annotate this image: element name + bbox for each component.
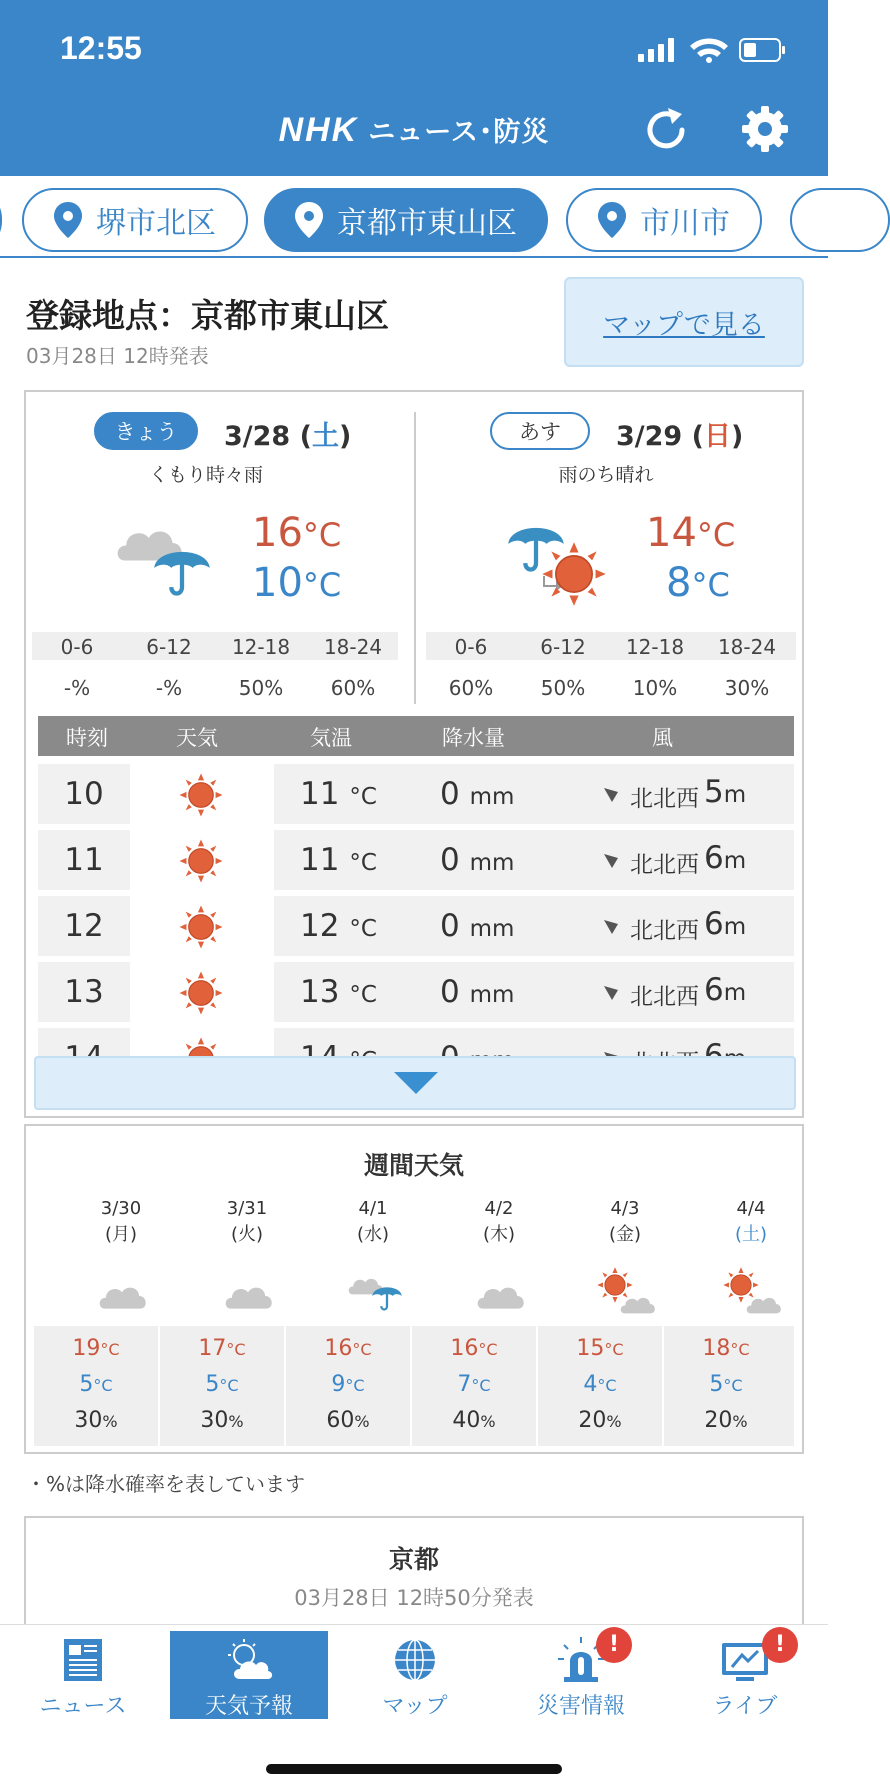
weekly-date: 4/1 (358, 1198, 388, 1219)
weekly-low: 5°C (205, 1372, 239, 1397)
sun-icon (178, 970, 224, 1016)
period-label: 6-12 (540, 635, 586, 659)
weekly-temps (34, 1326, 158, 1446)
weekly-pop: 20% (578, 1408, 622, 1433)
app-title (0, 110, 828, 150)
view-map-button[interactable]: マップで見る (564, 277, 804, 367)
prefecture-forecast-card[interactable] (24, 1516, 804, 1636)
period-label: 18-24 (323, 635, 383, 659)
weekly-low: 7°C (457, 1372, 491, 1397)
today-pop: -% (63, 676, 91, 700)
weekly-date: 4/4 (736, 1198, 766, 1219)
temp-cell: 13 °C (300, 974, 377, 1010)
weekly-low: 4°C (583, 1372, 617, 1397)
wind-direction-icon (604, 920, 618, 934)
weekly-pop: 30% (74, 1408, 118, 1433)
rain-cell: 0 mm (440, 776, 515, 812)
wind-direction-icon (604, 854, 618, 868)
cloud-icon (222, 1274, 276, 1318)
newspaper-icon (58, 1637, 108, 1683)
col-wind: 風 (652, 726, 673, 750)
weekly-date: 4/2 (484, 1198, 514, 1219)
table-row (38, 830, 794, 890)
weekly-title: 週間天気 (363, 1151, 464, 1180)
location-tab-ichikawa[interactable] (566, 188, 762, 252)
weekly-high: 16°C (324, 1336, 372, 1361)
temp-cell: 11 °C (300, 842, 377, 878)
col-temp: 気温 (310, 726, 352, 750)
wind-speed-cell: 6m (704, 840, 747, 876)
wind-dir-cell: 北北西 (630, 852, 699, 878)
table-row (38, 896, 794, 956)
weekly-high: 19°C (72, 1336, 120, 1361)
weekly-day (436, 1196, 562, 1248)
rain-cell: 0 mm (440, 842, 515, 878)
today-pop: -% (155, 676, 183, 700)
weekly-dow: (木) (482, 1224, 516, 1245)
col-rain: 降水量 (442, 726, 505, 750)
nav-label: ライブ (712, 1694, 778, 1719)
pop-note: ・%は降水確率を表しています (26, 1472, 306, 1496)
table-row (38, 764, 794, 824)
cloud-icon (618, 1290, 658, 1318)
weekly-low: 9°C (331, 1372, 365, 1397)
live-alert-badge: ! (762, 1627, 798, 1663)
weekly-day (310, 1196, 436, 1248)
temp-cell: 11 °C (300, 776, 377, 812)
rain-cell: 0 mm (440, 908, 515, 944)
weekly-high: 17°C (198, 1336, 246, 1361)
location-tab-offscreen-right[interactable] (790, 188, 890, 252)
tomorrow-pop: 30% (724, 676, 770, 700)
cloud-icon (474, 1274, 528, 1318)
hourly-table-header (38, 716, 794, 756)
sun-icon (540, 540, 608, 608)
location-tabs (0, 176, 828, 258)
location-tab-kyoto[interactable] (264, 188, 548, 252)
period-label: 18-24 (717, 635, 777, 659)
hour-cell: 11 (38, 830, 130, 890)
today-date: 3/28 (土) (224, 421, 352, 452)
tomorrow-tag: あす (490, 412, 590, 450)
weekly-pop: 60% (326, 1408, 370, 1433)
nav-label: 天気予報 (204, 1694, 293, 1719)
pin-icon (295, 202, 323, 238)
nav-disaster[interactable] (502, 1631, 660, 1719)
disaster-alert-badge: ! (596, 1627, 632, 1663)
weekly-temps (412, 1326, 536, 1446)
location-label: 堺市北区 (96, 206, 216, 241)
nav-live[interactable] (666, 1631, 824, 1719)
tomorrow-low: 8°C (666, 560, 730, 606)
location-label: 京都市東山区 (337, 206, 517, 241)
status-icons (638, 36, 788, 64)
tomorrow-pop: 50% (540, 676, 586, 700)
temp-cell: 12 °C (300, 908, 377, 944)
issued-time: 03月28日 12時発表 (26, 344, 209, 368)
today-tag: きょう (94, 412, 198, 450)
umbrella-icon (370, 1280, 404, 1314)
sun-icon (178, 904, 224, 950)
weekly-high: 16°C (450, 1336, 498, 1361)
weekly-day (562, 1196, 688, 1248)
weekly-day (688, 1196, 814, 1248)
weekly-temps (538, 1326, 662, 1446)
tomorrow-high: 14°C (646, 510, 736, 556)
hourly-table-body[interactable] (38, 764, 794, 1054)
weekly-high: 18°C (702, 1336, 750, 1361)
weekly-low: 5°C (709, 1372, 743, 1397)
prefecture-title: 京都 (388, 1545, 439, 1574)
day-divider (414, 412, 416, 704)
wind-direction-icon (604, 986, 618, 1000)
cloud-icon (744, 1290, 784, 1318)
weekly-temps (286, 1326, 410, 1446)
weekly-dow: (土) (734, 1224, 768, 1245)
chevron-down-icon (394, 1072, 438, 1094)
tomorrow-pop: 60% (448, 676, 494, 700)
weekly-pop: 30% (200, 1408, 244, 1433)
umbrella-icon (150, 538, 214, 602)
cloud-icon (96, 1274, 150, 1318)
weather-icon (224, 1637, 274, 1683)
col-weather: 天気 (176, 726, 218, 750)
wind-speed-cell: 6m (704, 972, 747, 1008)
wind-dir-cell: 北北西 (630, 918, 699, 944)
forecast-card (24, 390, 804, 1118)
app-title-text: ニュース･防災 (368, 117, 550, 148)
nav-weather[interactable] (170, 1631, 328, 1719)
period-label: 12-18 (625, 635, 685, 659)
sun-icon (178, 838, 224, 884)
expand-button[interactable] (34, 1056, 796, 1110)
today-pop: 50% (238, 676, 284, 700)
signal-icon (638, 38, 674, 62)
period-label: 0-6 (60, 635, 94, 659)
nav-label: ニュース (39, 1694, 127, 1719)
weekly-forecast-card (24, 1124, 804, 1454)
weekly-dow: (火) (230, 1224, 264, 1245)
today-low: 10°C (252, 560, 342, 606)
brand-logo: NHK (278, 111, 359, 149)
weekly-dow: (金) (608, 1224, 642, 1245)
wind-speed-cell: 6m (704, 906, 747, 942)
weekly-temps (664, 1326, 794, 1446)
weekly-low: 5°C (79, 1372, 113, 1397)
weekly-date: 4/3 (610, 1198, 640, 1219)
weekly-date: 3/30 (100, 1198, 142, 1219)
location-tab-sakai[interactable] (22, 188, 248, 252)
rain-cell: 0 mm (440, 974, 515, 1010)
weekly-high: 15°C (576, 1336, 624, 1361)
hour-cell: 13 (38, 962, 130, 1022)
weekly-day (58, 1196, 184, 1248)
weekly-dow: (月) (104, 1224, 138, 1245)
nav-news[interactable] (4, 1631, 162, 1719)
today-pop: 60% (330, 676, 376, 700)
period-label: 12-18 (231, 635, 291, 659)
app-header (0, 0, 828, 176)
weekly-temps (160, 1326, 284, 1446)
wifi-icon (690, 39, 728, 64)
reload-icon[interactable] (642, 106, 690, 154)
wind-direction-icon (604, 788, 618, 802)
tomorrow-pop: 10% (632, 676, 678, 700)
today-condition: くもり時々雨 (148, 464, 263, 486)
wind-speed-cell: 5m (704, 774, 747, 810)
location-label: 市川市 (640, 206, 730, 241)
wind-dir-cell: 北北西 (630, 984, 699, 1010)
pin-icon (54, 202, 82, 238)
weekly-pop: 40% (452, 1408, 496, 1433)
nav-map[interactable] (336, 1631, 494, 1719)
hour-cell: 10 (38, 764, 130, 824)
table-row (38, 962, 794, 1022)
nav-label: マップ (382, 1694, 448, 1719)
home-indicator[interactable] (266, 1764, 562, 1774)
today-dow: 土 (311, 421, 339, 452)
tomorrow-date: 3/29 (日) (616, 421, 744, 452)
weekly-pop: 20% (704, 1408, 748, 1433)
location-tab-offscreen-left[interactable] (0, 188, 2, 252)
pin-icon (598, 202, 626, 238)
gear-icon[interactable] (740, 104, 790, 154)
prefecture-issued: 03月28日 12時50分発表 (294, 1586, 534, 1610)
battery-icon (740, 39, 785, 61)
weekly-dow: (水) (356, 1224, 390, 1245)
sun-icon (178, 772, 224, 818)
tomorrow-dow: 日 (703, 421, 731, 452)
wind-dir-cell: 北北西 (630, 786, 699, 812)
status-time: 12:55 (60, 30, 142, 66)
globe-icon (390, 1637, 440, 1683)
nav-label: 災害情報 (536, 1694, 625, 1719)
tomorrow-condition: 雨のち晴れ (558, 464, 654, 486)
registered-location-title: 登録地点：京都市東山区 (26, 296, 389, 335)
hour-cell: 12 (38, 896, 130, 956)
weekly-day (184, 1196, 310, 1248)
period-label: 6-12 (146, 635, 192, 659)
period-label: 0-6 (454, 635, 488, 659)
col-time: 時刻 (66, 726, 108, 750)
weekly-date: 3/31 (226, 1198, 268, 1219)
today-high: 16°C (252, 510, 342, 556)
